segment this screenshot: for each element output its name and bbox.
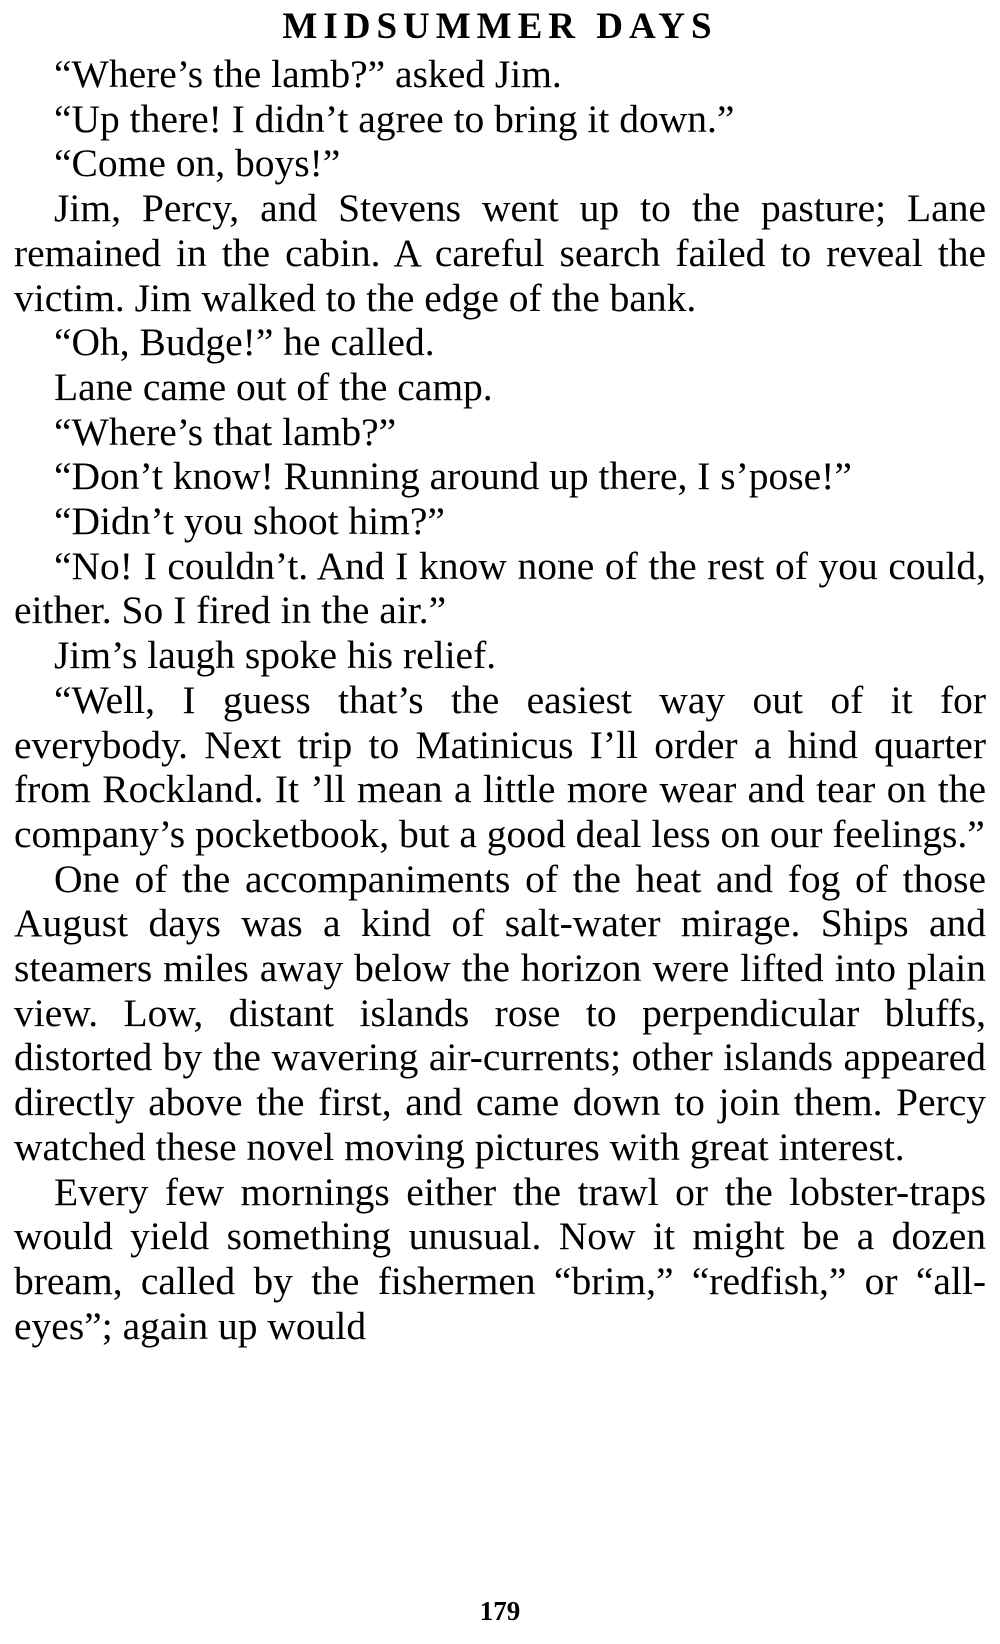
- paragraph: “Didn’t you shoot him?”: [54, 499, 445, 544]
- paragraph: Jim’s laugh spoke his relief.: [54, 633, 497, 678]
- paragraph: “Where’s that lamb?”: [54, 409, 397, 454]
- paragraph: “Come on, boys!”: [54, 141, 341, 186]
- paragraph: One of the accompaniments of the heat and fog of those August days was a kind of salt-water mirage. Ships and steamers miles away below the horizon were lifted into plain view. Low, distant islands rose to perpendicular bluffs, distorted by the wavering air-currents; other islands appeared directly above the first, and came down to join them. Percy watched these novel moving pictures with great interest.: [14, 856, 986, 1169]
- running-head: MIDSUMMER DAYS: [282, 6, 718, 47]
- paragraph: “Up there! I didn’t agree to bring it down.”: [54, 96, 735, 141]
- paragraph: Lane came out of the camp.: [54, 364, 493, 409]
- paragraph: “Oh, Budge!” he called.: [54, 320, 435, 365]
- paragraph: Every few mornings either the trawl or the lobster-traps would yield something unusual. Now it might be a dozen bream, called by the fishermen “brim,” “redfish,” or “all-eyes”; again up would: [14, 1169, 986, 1348]
- paragraph: “Well, I guess that’s the easiest way out of it for everybody. Next trip to Matinicus I’ll order a hind quarter from Rockland. It ’ll mean a little more wear and tear on the company’s pocketbook, but a good deal less on our feelings.”: [14, 677, 986, 856]
- body-text: [14, 52, 986, 1348]
- book-page: [14, 0, 986, 1644]
- paragraph: Jim, Percy, and Stevens went up to the pasture; Lane remained in the cabin. A careful search failed to reveal the victim. Jim walked to the edge of the bank.: [14, 186, 986, 320]
- page-number: 179: [479, 1596, 521, 1626]
- paragraph: “Don’t know! Running around up there, I s’pose!”: [54, 454, 852, 499]
- paragraph: “No! I couldn’t. And I know none of the rest of you could, either. So I fired in the air.”: [14, 543, 986, 633]
- paragraph: “Where’s the lamb?” asked Jim.: [54, 52, 562, 96]
